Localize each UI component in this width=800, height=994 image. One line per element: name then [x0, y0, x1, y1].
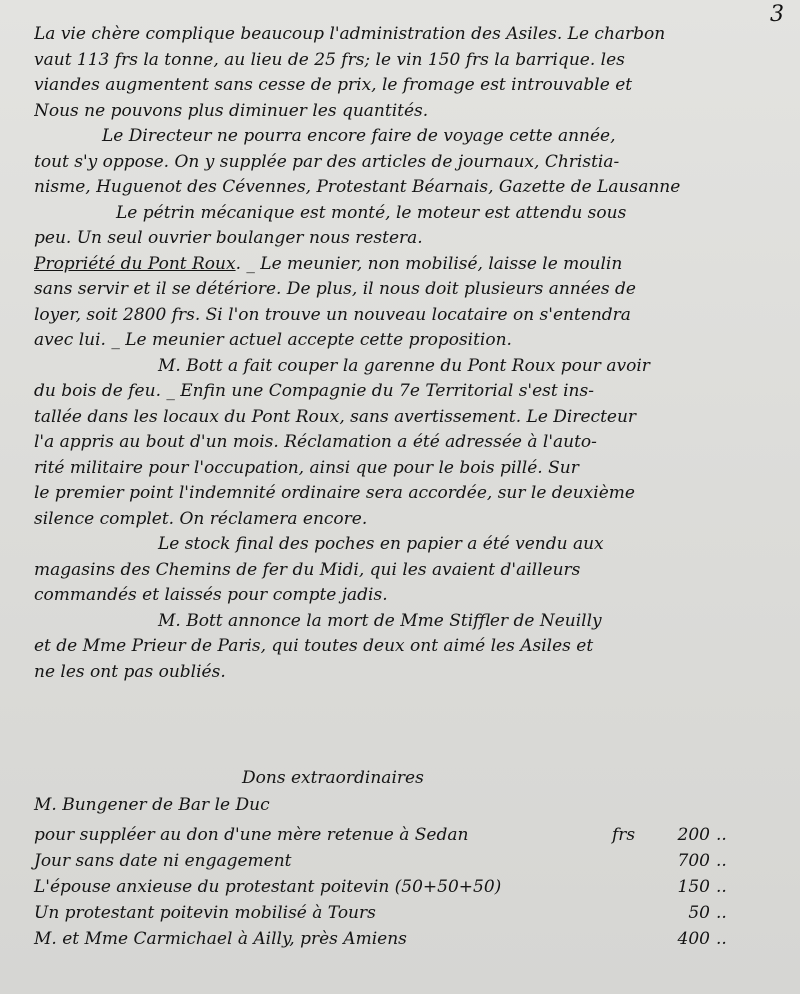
- gifts-title: Dons extraordinaires: [242, 768, 424, 788]
- text-line: silence complet. On réclamera encore.: [34, 508, 368, 529]
- gift-dots: ..: [716, 877, 727, 897]
- section-heading-line: Propriété du Pont Roux. _ Le meunier, non mobilisé, laisse le moulin: [34, 253, 623, 274]
- gift-description: L'épouse anxieuse du protestant poitevin (50+50+50): [34, 877, 502, 897]
- text-line: Le stock final des poches en papier a été vendu aux: [158, 534, 604, 554]
- gift-amount: 700: [677, 851, 710, 871]
- text-line: ne les ont pas oubliés.: [34, 661, 226, 682]
- text-line: M. Bott annonce la mort de Mme Stiffler de Neuilly: [158, 610, 602, 631]
- gift-dots: ..: [716, 825, 727, 845]
- text-line: et de Mme Prieur de Paris, qui toutes deux ont aimé les Asiles et: [34, 636, 594, 656]
- gift-amount: 400: [677, 929, 710, 949]
- gift-row: [34, 874, 754, 900]
- body-text: [34, 22, 774, 685]
- text-line: Le Directeur ne pourra encore faire de voyage cette année,: [102, 126, 616, 146]
- gift-currency: frs: [612, 825, 636, 845]
- text-line: l'a appris au bout d'un mois. Réclamation a été adressée à l'auto-: [34, 432, 597, 452]
- gift-row: [34, 848, 754, 874]
- text-line: loyer, soit 2800 frs. Si l'on trouve un nouveau locataire on s'entendra: [34, 304, 631, 325]
- text-line: commandés et laissés pour compte jadis.: [34, 585, 388, 605]
- text-line: Nous ne pouvons plus diminuer les quantités.: [34, 100, 429, 121]
- text-line: Le pétrin mécanique est monté, le moteur est attendu sous: [116, 202, 627, 223]
- gift-row: [34, 822, 754, 848]
- section-heading: Propriété du Pont Roux: [34, 253, 236, 274]
- text-line: magasins des Chemins de fer du Midi, qui les avaient d'ailleurs: [34, 559, 581, 580]
- text-line: du bois de feu. _ Enfin une Compagnie du 7e Territorial s'est ins-: [34, 381, 594, 401]
- gift-amount: 150: [677, 877, 710, 897]
- text-line: peu. Un seul ouvrier boulanger nous restera.: [34, 228, 423, 248]
- gift-dots: ..: [716, 929, 727, 949]
- text-line: le premier point l'indemnité ordinaire sera accordée, sur le deuxième: [34, 483, 635, 503]
- text-line: tout s'y oppose. On y supplée par des articles de journaux, Christia-: [34, 151, 620, 172]
- text-line: La vie chère complique beaucoup l'administration des Asiles. Le charbon: [34, 24, 666, 44]
- gift-description: Un protestant poitevin mobilisé à Tours: [34, 903, 376, 923]
- gifts-heading: M. Bungener de Bar le Duc: [34, 795, 270, 815]
- gift-row: [34, 900, 754, 926]
- text-line: viandes augmentent sans cesse de prix, le fromage est introuvable et: [34, 75, 633, 95]
- text-line: M. Bott a fait couper la garenne du Pont Roux pour avoir: [158, 355, 650, 376]
- text-line: avec lui. _ Le meunier actuel accepte cette proposition.: [34, 330, 512, 350]
- page-number: 3: [770, 2, 784, 27]
- gift-description: pour suppléer au don d'une mère retenue à Sedan: [34, 825, 469, 845]
- text-line: vaut 113 frs la tonne, au lieu de 25 frs; le vin 150 frs la barrique. les: [34, 49, 625, 70]
- gift-description: Jour sans date ni engagement: [34, 851, 292, 871]
- text-line: nisme, Huguenot des Cévennes, Protestant Béarnais, Gazette de Lausanne: [34, 177, 681, 197]
- gift-dots: ..: [716, 903, 727, 923]
- text-line: sans servir et il se détériore. De plus, il nous doit plusieurs années de: [34, 279, 636, 299]
- gift-row: [34, 926, 754, 952]
- gift-description: M. et Mme Carmichael à Ailly, près Amiens: [34, 929, 407, 949]
- gift-amount: 200: [677, 825, 710, 845]
- gifts-list: [34, 822, 754, 952]
- gift-amount: 50: [688, 903, 710, 923]
- text-line: tallée dans les locaux du Pont Roux, sans avertissement. Le Directeur: [34, 406, 637, 427]
- text-line: rité militaire pour l'occupation, ainsi que pour le bois pillé. Sur: [34, 457, 579, 478]
- gift-dots: ..: [716, 851, 727, 871]
